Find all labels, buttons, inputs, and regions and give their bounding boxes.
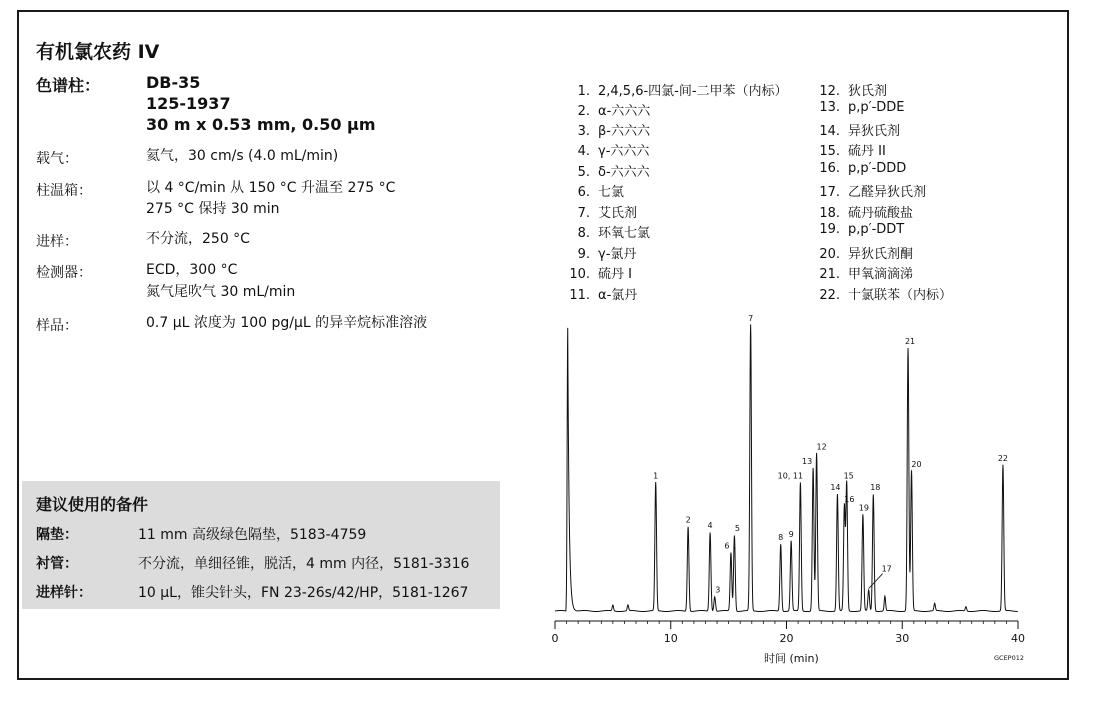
- peak-label: 12: [816, 442, 827, 452]
- peak-label: 13: [802, 456, 813, 466]
- peak-list-item: 13. p,p′-DDE: [819, 100, 905, 115]
- page-title: 有机氯农药 IV: [36, 41, 160, 63]
- peak-label: 8: [778, 532, 784, 542]
- peak-label: 21: [904, 337, 916, 347]
- x-tick-label: 10: [663, 632, 678, 645]
- peak-label: 2: [685, 515, 691, 525]
- peak-label: 3: [715, 585, 721, 595]
- peak-list-item: 18. 硫丹硫酸盐: [819, 206, 914, 221]
- peak-list-item: 3. β-六六六: [577, 124, 650, 139]
- x-tick-label: 20: [779, 632, 794, 645]
- peak-list-item: 2. α-六六六: [577, 104, 651, 119]
- peak-list-item: 12. 狄氏剂: [819, 84, 888, 99]
- peak-label: 1: [653, 471, 659, 481]
- peak-label: 9: [788, 529, 794, 539]
- chromatogram-chart: [540, 300, 1040, 650]
- peak-label: 5: [734, 524, 740, 534]
- detector-line-2: 氮气尾吹气 30 mL/min: [146, 284, 296, 300]
- peak-list-item: 16. p,p′-DDD: [819, 161, 907, 176]
- chromatogram-trace: [555, 324, 1018, 611]
- peak-list-item: 17. 乙醛异狄氏剂: [819, 185, 927, 200]
- septa-value: 11 mm 高级绿色隔垫，5183-4759: [138, 527, 367, 543]
- x-tick-label: 30: [895, 632, 910, 645]
- peak-list-item: 19. p,p′-DDT: [819, 222, 905, 237]
- peak-17-leader: [869, 574, 883, 589]
- peak-list-item: 22. 十氯联苯（内标）: [819, 288, 953, 303]
- septa-label: 隔垫：: [36, 527, 78, 543]
- peak-label: 20: [911, 459, 922, 469]
- liner-label: 衬管：: [36, 556, 78, 572]
- peak-list-item: 14. 异狄氏剂: [819, 124, 901, 139]
- sample-label: 样品：: [36, 318, 78, 334]
- peak-label: 18: [870, 483, 881, 493]
- peak-label: 7: [748, 313, 754, 323]
- peak-label: 4: [707, 521, 713, 531]
- liner-value: 不分流，单细径锥，脱活，4 mm 内径，5181-3316: [138, 556, 470, 572]
- peak-list-item: 9. γ-氯丹: [577, 247, 637, 262]
- detector-label: 检测器：: [36, 265, 92, 281]
- sample-value: 0.7 µL 浓度为 100 pg/µL 的异辛烷标准溶液: [146, 315, 428, 331]
- peak-list-item: 7. 艾氏剂: [577, 206, 638, 221]
- carrier-value: 氦气，30 cm/s (4.0 mL/min): [146, 148, 339, 164]
- peak-label: 16: [844, 494, 855, 504]
- peak-list-item: 20. 异狄氏剂酮: [819, 247, 914, 262]
- x-tick-label: 40: [1011, 632, 1025, 645]
- peak-label: 22: [997, 454, 1009, 463]
- oven-line-2: 275 °C 保持 30 min: [146, 201, 280, 217]
- column-line-3: 30 m x 0.53 mm, 0.50 µm: [146, 115, 376, 134]
- oven-line-1: 以 4 °C/min 从 150 °C 升温至 275 °C: [146, 180, 396, 196]
- peak-list-item: 1. 2,4,5,6-四氯-间-二甲苯（内标）: [577, 84, 788, 99]
- peak-label: 6: [724, 541, 730, 551]
- peak-list-item: 4. γ-六六六: [577, 144, 650, 159]
- column-line-1: DB-35: [146, 73, 201, 92]
- peak-label: 19: [858, 503, 869, 513]
- peak-list-item: 6. 七氯: [577, 185, 625, 200]
- peak-list-item: 21. 甲氧滴滴涕: [819, 267, 914, 282]
- peak-list-item: 15. 硫丹 II: [819, 144, 886, 159]
- peak-label: 17: [881, 564, 892, 574]
- injection-value: 不分流，250 °C: [146, 231, 250, 247]
- parts-title: 建议使用的备件: [36, 495, 149, 514]
- x-tick-label: 0: [551, 632, 559, 645]
- peak-list-item: 8. 环氧七氯: [577, 226, 651, 241]
- syringe-label: 进样针：: [36, 585, 92, 601]
- detector-line-1: ECD，300 °C: [146, 262, 238, 278]
- figure-code: GCEP012: [994, 654, 1025, 662]
- oven-label: 柱温箱：: [36, 183, 92, 199]
- injection-label: 进样：: [36, 234, 78, 250]
- peak-label: 14: [830, 483, 841, 493]
- column-line-2: 125-1937: [146, 94, 231, 113]
- peak-label: 15: [843, 471, 854, 481]
- column-label: 色谱柱：: [36, 76, 101, 95]
- syringe-value: 10 µL，锥尖针头，FN 23-26s/42/HP，5181-1267: [138, 585, 469, 601]
- peak-list-item: 11. α-氯丹: [569, 288, 638, 303]
- peak-list-item: 5. δ-六六六: [577, 165, 650, 180]
- x-axis-label: 时间 (min): [764, 652, 819, 665]
- peak-list-item: 10. 硫丹 I: [569, 267, 632, 282]
- peak-label: 10, 11: [777, 471, 804, 481]
- carrier-label: 载气：: [36, 151, 78, 167]
